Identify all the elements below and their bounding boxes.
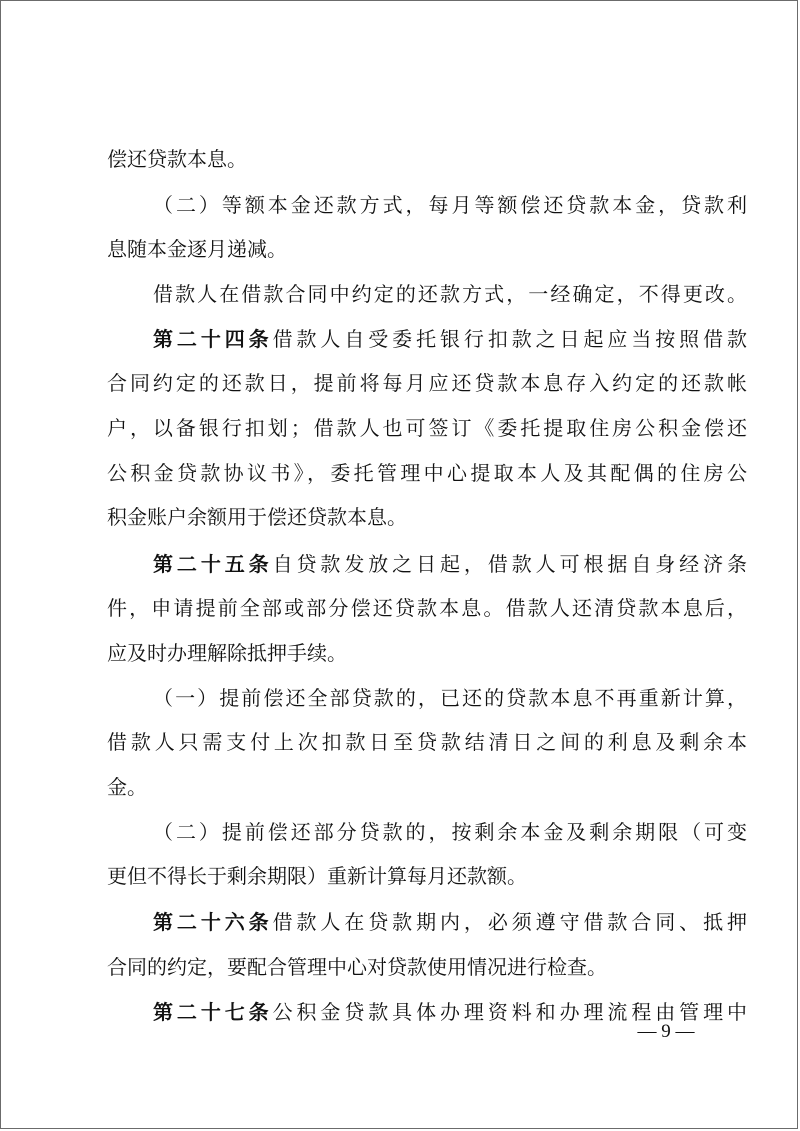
text-line-6: 合同约定的还款日，提前将每月应还贷款本息存入约定的还款帐	[107, 371, 747, 395]
text-line-14: 借款人只需支付上次扣款日至贷款结清日之间的利息及剩余本	[107, 730, 747, 754]
article-24-line-1: 第二十四条借款人自受委托银行扣款之日起应当按照借款	[153, 327, 747, 351]
text-line-3: 息随本金逐月递减。	[107, 237, 287, 261]
page-number: — 9 —	[637, 1021, 695, 1042]
text-line-12: 应及时办理解除抵押手续。	[107, 641, 347, 665]
text-line-13: （一）提前偿还全部贷款的，已还的贷款本息不再重新计算，	[153, 686, 747, 710]
text-line-7: 户，以备银行扣划；借款人也可签订《委托提取住房公积金偿还	[107, 416, 747, 440]
text-line-11: 件，申请提前全部或部分偿还贷款本息。借款人还清贷款本息后，	[107, 596, 747, 620]
text-line-19: 合同的约定，要配合管理中心对贷款使用情况进行检查。	[107, 955, 607, 979]
text-line-17: 更但不得长于剩余期限）重新计算每月还款额。	[107, 864, 527, 888]
article-25-line-1: 第二十五条自贷款发放之日起，借款人可根据自身经济条	[153, 552, 747, 576]
article-24-heading: 第二十四条	[153, 327, 273, 351]
text-line-8: 公积金贷款协议书》，委托管理中心提取本人及其配偶的住房公	[107, 461, 747, 485]
article-26-heading: 第二十六条	[153, 910, 273, 934]
article-25-heading: 第二十五条	[153, 552, 273, 576]
text-line-16: （二）提前偿还部分贷款的，按剩余本金及剩余期限（可变	[153, 820, 747, 844]
text-line-9: 积金账户余额用于偿还贷款本息。	[107, 505, 407, 529]
article-27-line-1: 第二十七条公积金贷款具体办理资料和办理流程由管理中	[153, 1000, 747, 1024]
article-27-heading: 第二十七条	[153, 1000, 273, 1024]
text-line-2: （二）等额本金还款方式，每月等额偿还贷款本金，贷款利	[153, 193, 747, 217]
article-26-line-1: 第二十六条借款人在贷款期内，必须遵守借款合同、抵押	[153, 910, 747, 934]
text-line-1: 偿还贷款本息。	[107, 147, 247, 171]
text-line-4: 借款人在借款合同中约定的还款方式，一经确定，不得更改。	[153, 282, 747, 306]
text-line-15: 金。	[107, 775, 147, 799]
